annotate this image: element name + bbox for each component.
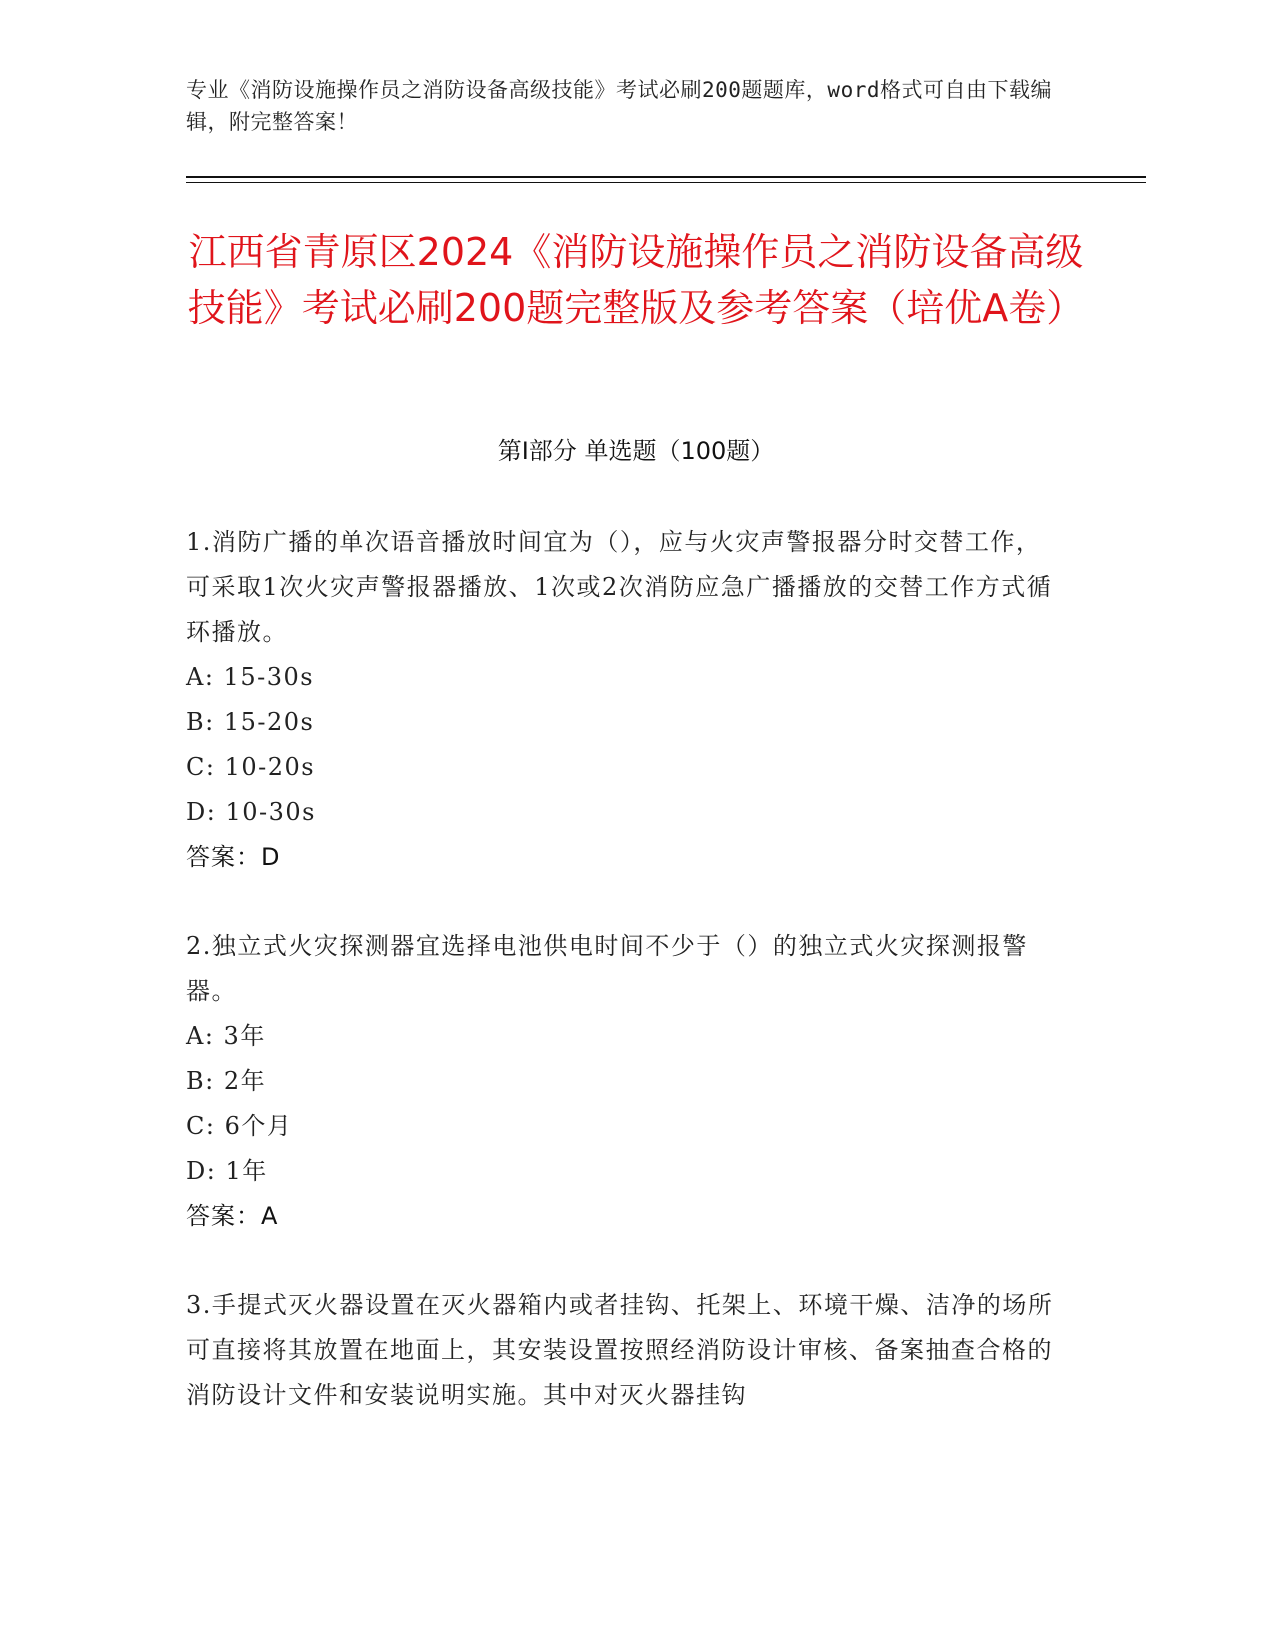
question-stem: 2.独立式火灾探测器宜选择电池供电时间不少于（）的独立式火灾探测报警器。 <box>186 932 1028 1005</box>
header-divider-thin <box>186 182 1146 183</box>
option-c: C: 6个月 <box>186 1112 293 1140</box>
option-a: A: 3年 <box>186 1022 266 1050</box>
option-b: B: 2年 <box>186 1067 267 1095</box>
section-heading: 第I部分 单选题（100题） <box>497 437 775 465</box>
header-divider-thick <box>186 176 1146 178</box>
option-b: B: 15-20s <box>186 708 315 736</box>
answer-line: 答案：D <box>186 843 281 871</box>
question-3 <box>186 1283 1066 1418</box>
document-title: 江西省青原区2024《消防设施操作员之消防设备高级技能》考试必刷200题完整版及参考答案（培优A卷） <box>187 230 1085 330</box>
question-1 <box>186 520 1066 880</box>
option-a: A: 15-30s <box>186 663 315 691</box>
question-stem: 3.手提式灭火器设置在灭火器箱内或者挂钩、托架上、环境干燥、洁净的场所可直接将其放置在地面上，其安装设置按照经消防设计审核、备案抽查合格的消防设计文件和安装说明实施。其中对灭火器挂钩 <box>186 1291 1054 1409</box>
question-stem: 1.消防广播的单次语音播放时间宜为（），应与火灾声警报器分时交替工作，可采取1次火灾声警报器播放、1次或2次消防应急广播播放的交替工作方式循环播放。 <box>186 528 1053 646</box>
question-list <box>186 520 1066 1462</box>
option-c: C: 10-20s <box>186 753 316 781</box>
option-d: D: 1年 <box>186 1157 268 1185</box>
question-2 <box>186 924 1066 1239</box>
option-d: D: 10-30s <box>186 798 316 826</box>
header-note: 专业《消防设施操作员之消防设备高级技能》考试必刷200题题库，word格式可自由下载编辑，附完整答案！ <box>186 78 1052 134</box>
answer-line: 答案：A <box>186 1202 279 1230</box>
